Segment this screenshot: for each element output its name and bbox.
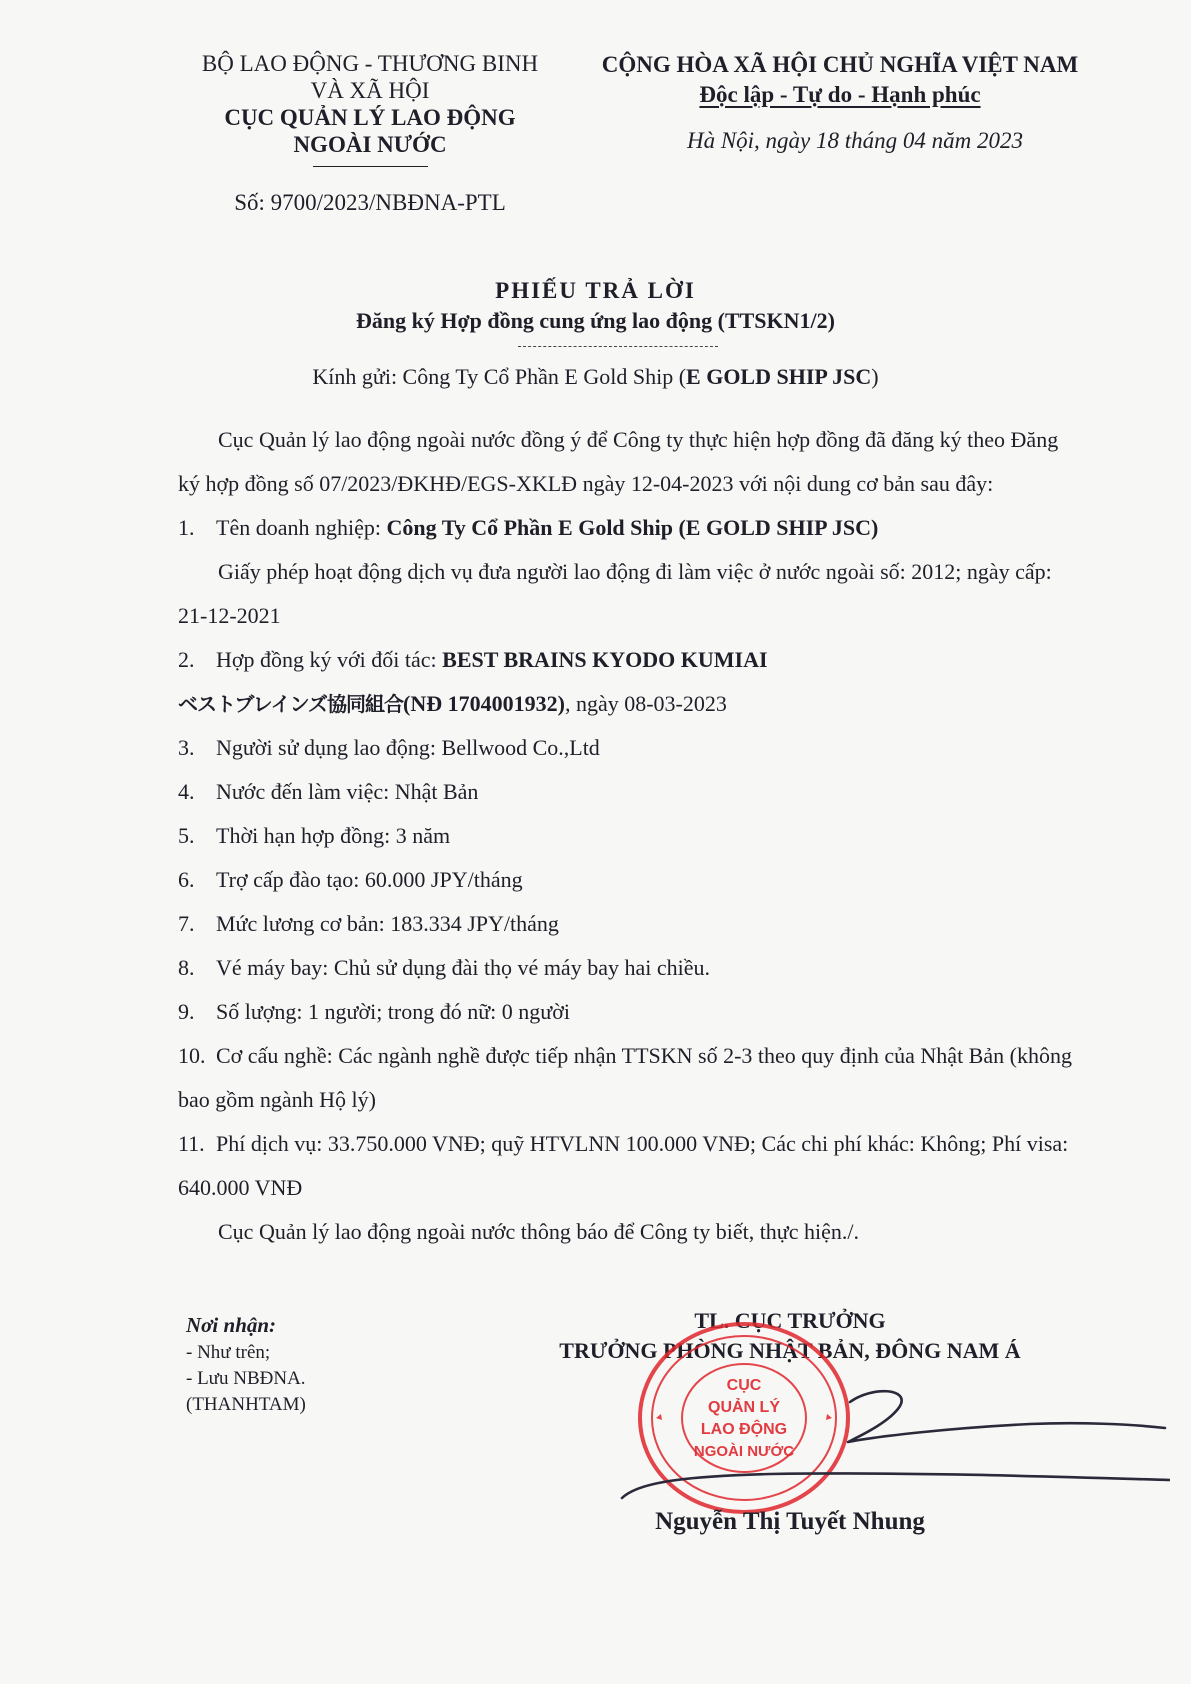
recipients-label: Nơi nhận:: [186, 1313, 277, 1337]
recipient-entry: - Như trên;: [186, 1342, 271, 1363]
stamp-line-3: LAO ĐỘNG: [700, 1421, 788, 1438]
recipient-prefix: Kính gửi: Công Ty Cổ Phần E Gold Ship (: [312, 364, 687, 389]
partner-registration: (NĐ 1704001932): [403, 691, 565, 716]
signatory-authority: TL. CỤC TRƯỞNG: [694, 1308, 886, 1333]
item-number: 4.: [178, 779, 195, 804]
item-number: 1.: [178, 515, 195, 540]
partner-japanese-name: ベストブレインズ協同組合: [178, 692, 403, 716]
recipient-entry: (THANHTAM): [186, 1394, 306, 1415]
document-subtitle: Đăng ký Hợp đồng cung ứng lao động (TTSKN1/2): [356, 308, 835, 333]
company-name: Công Ty Cổ Phần E Gold Ship (E GOLD SHIP JSC): [386, 515, 879, 540]
document-body: [178, 418, 1078, 1254]
item-10: [178, 1034, 1078, 1122]
stamp-line-2: QUẢN LÝ: [708, 1399, 780, 1416]
item-1: [178, 506, 1078, 550]
recipient-line: [0, 364, 1191, 390]
handwritten-signature-icon: [610, 1380, 1170, 1510]
signatory-name: Nguyễn Thị Tuyết Nhung: [655, 1508, 925, 1535]
item-number: 5.: [178, 823, 195, 848]
issue-date: Hà Nội, ngày 18 tháng 04 năm 2023: [686, 128, 1024, 153]
item-text: Phí dịch vụ: 33.750.000 VNĐ; quỹ HTVLNN 100.000 VNĐ; Các chi phí khác: Không; Phí visa: 640.000 VNĐ: [178, 1131, 1069, 1200]
document-number: Số: 9700/2023/NBĐNA-PTL: [234, 190, 506, 215]
recipients-list: [186, 1312, 486, 1418]
signatory-position: TRƯỞNG PHÒNG NHẬT BẢN, ĐÔNG NAM Á: [559, 1338, 1021, 1363]
document-title: PHIẾU TRẢ LỜI: [495, 278, 696, 303]
item-number: 10.: [178, 1043, 206, 1068]
item-6: [178, 858, 1078, 902]
stamp-line-4: NGOÀI NƯỚC: [693, 1443, 795, 1460]
item-text: Cơ cấu nghề: Các ngành nghề được tiếp nhận TTSKN số 2-3 theo quy định của Nhật Bản (không bao gồm ngành Hộ lý): [178, 1043, 1072, 1112]
license-line: Giấy phép hoạt động dịch vụ đưa người lao động đi làm việc ở nước ngoài số: 2012; ngày cấp: 21-12-2021: [178, 559, 1052, 628]
item-5: [178, 814, 1078, 858]
item-9: [178, 990, 1078, 1034]
country-name: CỘNG HÒA XÃ HỘI CHỦ NGHĨA VIỆT NAM: [601, 52, 1079, 77]
item-2: [178, 638, 1078, 682]
item-number: 2.: [178, 647, 195, 672]
ministry-line-2: VÀ XÃ HỘI: [310, 78, 430, 103]
item-number: 9.: [178, 999, 195, 1024]
item-text: Người sử dụng lao động: Bellwood Co.,Ltd: [216, 735, 600, 760]
agency-line-1: CỤC QUẢN LÝ LAO ĐỘNG: [224, 105, 516, 130]
partner-contract-date: , ngày 08-03-2023: [564, 691, 727, 716]
item-label: Hợp đồng ký với đối tác:: [216, 647, 443, 672]
item-number: 3.: [178, 735, 195, 760]
item-text: Trợ cấp đào tạo: 60.000 JPY/tháng: [216, 867, 523, 892]
item-4: [178, 770, 1078, 814]
intro-paragraph: Cục Quản lý lao động ngoài nước đồng ý để Công ty thực hiện hợp đồng đã đăng ký theo Đăng ký hợp đồng số 07/2023/ĐKHĐ/EGS-XKLĐ ngày 12-04-2023 với nội dung cơ bản sau đây:: [178, 427, 1059, 496]
national-motto: Độc lập - Tự do - Hạnh phúc: [699, 82, 981, 107]
item-number: 8.: [178, 955, 195, 980]
item-text: Vé máy bay: Chủ sử dụng đài thọ vé máy bay hai chiều.: [216, 955, 710, 980]
closing-paragraph: Cục Quản lý lao động ngoài nước thông báo để Công ty biết, thực hiện./.: [218, 1219, 859, 1244]
item-8: [178, 946, 1078, 990]
item-text: Nước đến làm việc: Nhật Bản: [216, 779, 479, 804]
recipient-entry: - Lưu NBĐNA.: [186, 1368, 306, 1389]
item-number: 7.: [178, 911, 195, 936]
item-text: Số lượng: 1 người; trong đó nữ: 0 người: [216, 999, 570, 1024]
item-11: [178, 1122, 1078, 1210]
agency-divider: [313, 166, 428, 167]
item-number: 6.: [178, 867, 195, 892]
recipient-company: E GOLD SHIP JSC: [686, 364, 872, 389]
national-header-block: [590, 50, 1090, 156]
title-divider: [518, 346, 718, 347]
agency-line-2: NGOÀI NƯỚC: [293, 132, 447, 157]
partner-name: BEST BRAINS KYODO KUMIAI: [442, 647, 768, 672]
item-label: Tên doanh nghiệp:: [216, 515, 387, 540]
ministry-line-1: BỘ LAO ĐỘNG - THƯƠNG BINH: [201, 51, 539, 76]
item-7: [178, 902, 1078, 946]
item-text: Mức lương cơ bản: 183.334 JPY/tháng: [216, 911, 559, 936]
stamp-line-1: CỤC: [726, 1377, 762, 1394]
issuing-agency-block: [190, 50, 550, 216]
item-number: 11.: [178, 1131, 205, 1156]
item-text: Thời hạn hợp đồng: 3 năm: [216, 823, 451, 848]
recipient-suffix: ): [871, 364, 879, 389]
item-2-detail: [178, 682, 1078, 726]
item-3: [178, 726, 1078, 770]
